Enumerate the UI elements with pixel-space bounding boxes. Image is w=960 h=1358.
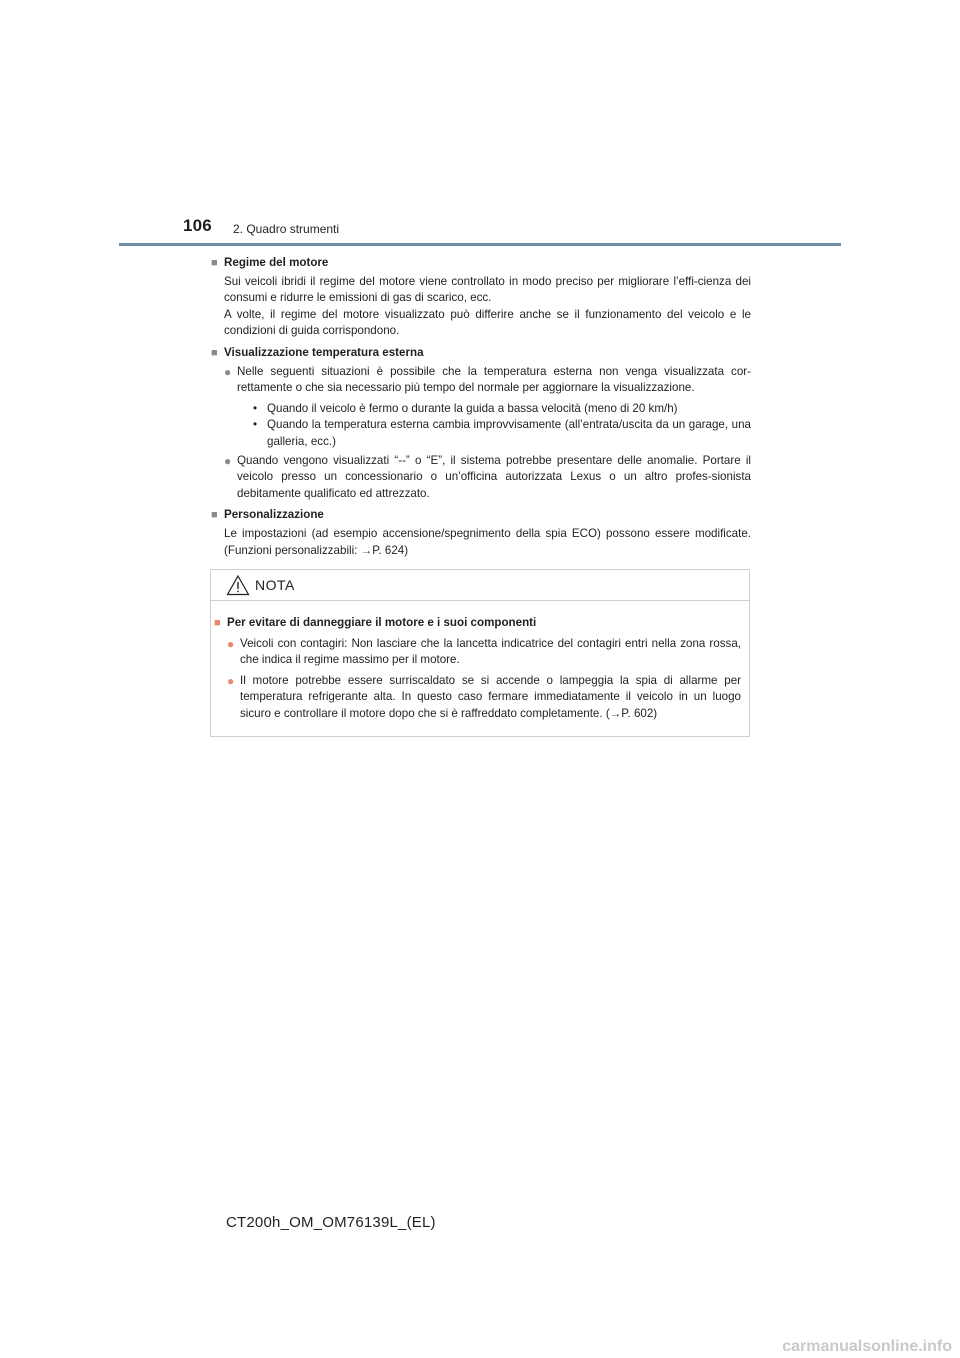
- circle-bullet-icon: ●: [227, 636, 235, 651]
- dot-bullet-icon: •: [253, 418, 258, 432]
- sub-list-item: • Quando il veicolo è fermo o durante la guida a bassa velocità (meno di 20 km/h): [250, 401, 751, 418]
- main-content: [211, 255, 751, 564]
- nota-body: [211, 601, 749, 723]
- sub-list-item: • Quando la temperatura esterna cambia improvvisamente (all’entrata/uscita da un garage, una galleria, ecc.): [250, 417, 751, 450]
- list-item: [227, 673, 741, 723]
- section-title: Personalizzazione: [224, 508, 324, 522]
- square-bullet-icon: ■: [211, 346, 218, 359]
- paragraph: Sui veicoli ibridi il regime del motore viene controllato in modo preciso per migliorare l’effi-cienza dei consumi e ridurre le emissioni di gas di scarico, ecc.: [224, 274, 751, 305]
- square-bullet-icon: ■: [214, 617, 221, 629]
- section-title: Regime del motore: [224, 256, 329, 269]
- page-number: 106: [183, 216, 212, 235]
- list-item: [224, 364, 751, 452]
- document-code: CT200h_OM_OM76139L_(EL): [226, 1214, 436, 1231]
- list-item: [224, 453, 751, 503]
- circle-bullet-icon: ●: [224, 364, 232, 379]
- header-divider: [119, 243, 841, 246]
- square-bullet-icon: ■: [211, 509, 218, 522]
- section-regime-motore: [211, 255, 751, 340]
- chapter-title: 2. Quadro strumenti: [233, 222, 340, 236]
- paragraph: A volte, il regime del motore visualizzato può differire anche se il funzionamento del veicolo e le condizioni di guida corrispondono.: [224, 307, 751, 338]
- square-bullet-icon: ■: [211, 257, 218, 269]
- nota-header: [211, 570, 749, 601]
- warning-triangle-icon: [226, 574, 250, 596]
- section-title: Visualizzazione temperatura esterna: [224, 345, 424, 359]
- paragraph: Le impostazioni (ad esempio accensione/spegnimento della spia ECO) possono essere modificate. (Funzioni personalizzabili: →P. 624): [224, 526, 751, 557]
- nota-title: NOTA: [255, 577, 295, 593]
- circle-bullet-icon: ●: [224, 453, 232, 468]
- list-item-text: Quando vengono visualizzati “--” o “E”, il sistema potrebbe presentare delle anomalie. Portare il veicolo presso un concessionario o un’officina autorizzata Lexus o un altro profes-sionista debitamente qualificato ed attrezzato.: [237, 453, 751, 500]
- circle-bullet-icon: ●: [227, 673, 235, 688]
- list-item-text: Veicoli con contagiri: Non lasciare che la lancetta indicatrice del contagiri entri nella zona rossa, che indica il regime massimo per il motore.: [240, 636, 741, 667]
- dot-bullet-icon: •: [253, 401, 258, 415]
- section-temperatura-esterna: [211, 345, 751, 502]
- sub-list: [250, 401, 751, 451]
- list-item-text: Nelle seguenti situazioni è possibile che la temperatura esterna non venga visualizzata cor-rettamente o che sia necessario più tempo del normale per aggiornare la visualizzazione.: [237, 364, 751, 395]
- nota-heading: Per evitare di danneggiare il motore e i suoi componenti: [227, 616, 537, 629]
- section-personalizzazione: [211, 507, 751, 559]
- nota-box: [210, 569, 750, 737]
- list-item-text: Il motore potrebbe essere surriscaldato se si accende o lampeggia la spia di allarme per temperatura refrigerante alta. In questo caso fermare immediatamente il veicolo in un luogo sicuro e controllare il motore dopo che si è raffreddato completamente. (→P. 602): [240, 673, 741, 720]
- list-item: [227, 636, 741, 669]
- watermark: carmanualsonline.info: [782, 1338, 952, 1355]
